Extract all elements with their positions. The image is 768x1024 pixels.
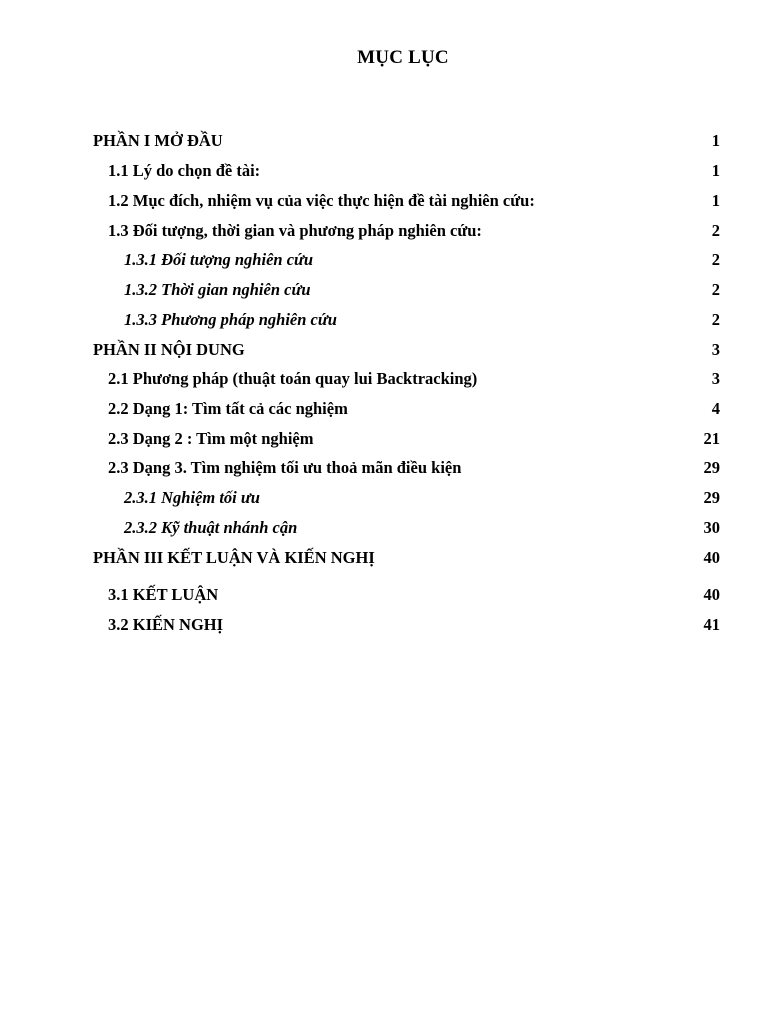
toc-entry[interactable]: [0, 456, 768, 480]
toc-entry-page: 40: [703, 548, 720, 567]
toc-entry-page: 29: [703, 458, 720, 477]
toc-entry-page: 3: [711, 369, 720, 388]
toc-entry-page: 1: [711, 191, 720, 210]
toc-entry[interactable]: [0, 278, 768, 302]
toc-entry[interactable]: [0, 546, 768, 570]
toc-entry-label: 3.1 KẾT LUẬN: [108, 585, 219, 604]
toc-entry-page: 2: [711, 250, 720, 269]
toc-entry-label: 1.3.3 Phương pháp nghiên cứu: [124, 310, 337, 329]
toc-entry[interactable]: [0, 397, 768, 421]
toc-entry-label: PHẦN I MỞ ĐẦU: [93, 131, 223, 150]
toc-entry-label: 2.3.1 Nghiệm tối ưu: [124, 488, 260, 507]
toc-entry-label: 1.2 Mục đích, nhiệm vụ của việc thực hiện đề tài nghiên cứu:: [108, 191, 535, 210]
toc-entry-page: 1: [711, 161, 720, 180]
toc-entry[interactable]: [0, 613, 768, 637]
toc-entry-label: PHẦN III KẾT LUẬN VÀ KIẾN NGHỊ: [93, 548, 375, 567]
toc-entry-label: 2.3.2 Kỹ thuật nhánh cận: [124, 518, 298, 537]
toc-entry-label: 1.3.2 Thời gian nghiên cứu: [124, 280, 311, 299]
toc-entry-page: 40: [703, 585, 720, 604]
page-title: MỤC LỤC: [357, 47, 449, 68]
toc-entry-page: 41: [703, 615, 720, 634]
toc-entry-page: 2: [711, 310, 720, 329]
toc-entry[interactable]: [0, 367, 768, 391]
toc-entry-label: PHẦN II NỘI DUNG: [93, 340, 245, 359]
toc-entry[interactable]: [0, 486, 768, 510]
toc-entry-page: 1: [711, 131, 720, 150]
toc-entry-label: 2.3 Dạng 3. Tìm nghiệm tối ưu thoả mãn điều kiện: [108, 458, 462, 477]
toc-entry[interactable]: [0, 583, 768, 607]
toc-entry-page: 4: [711, 399, 720, 418]
toc-entry[interactable]: [0, 427, 768, 451]
toc-entry-label: 2.3 Dạng 2 : Tìm một nghiệm: [108, 429, 314, 448]
toc-entry[interactable]: [0, 248, 768, 272]
toc-entry[interactable]: [0, 189, 768, 213]
toc-entry[interactable]: [0, 516, 768, 540]
toc-entry-page: 29: [703, 488, 720, 507]
toc-entry-label: 3.2 KIẾN NGHỊ: [108, 615, 224, 634]
toc-entry-label: 2.2 Dạng 1: Tìm tất cả các nghiệm: [108, 399, 348, 418]
toc-entry-label: 2.1 Phương pháp (thuật toán quay lui Backtracking): [108, 369, 478, 388]
toc-entry-page: 2: [711, 221, 720, 240]
toc-entry-page: 30: [703, 518, 720, 537]
toc-entry-label: 1.3 Đối tượng, thời gian và phương pháp nghiên cứu:: [108, 221, 482, 240]
toc-entry[interactable]: [0, 219, 768, 243]
toc-entry[interactable]: [0, 159, 768, 183]
toc-entry-page: 3: [711, 340, 720, 359]
toc-entry[interactable]: [0, 129, 768, 153]
toc-entry-label: 1.3.1 Đối tượng nghiên cứu: [124, 250, 314, 269]
toc-entry-label: 1.1 Lý do chọn đề tài:: [108, 161, 261, 180]
toc-entry-page: 21: [703, 429, 720, 448]
toc-entry[interactable]: [0, 308, 768, 332]
toc-entry-page: 2: [711, 280, 720, 299]
toc-entry[interactable]: [0, 338, 768, 362]
